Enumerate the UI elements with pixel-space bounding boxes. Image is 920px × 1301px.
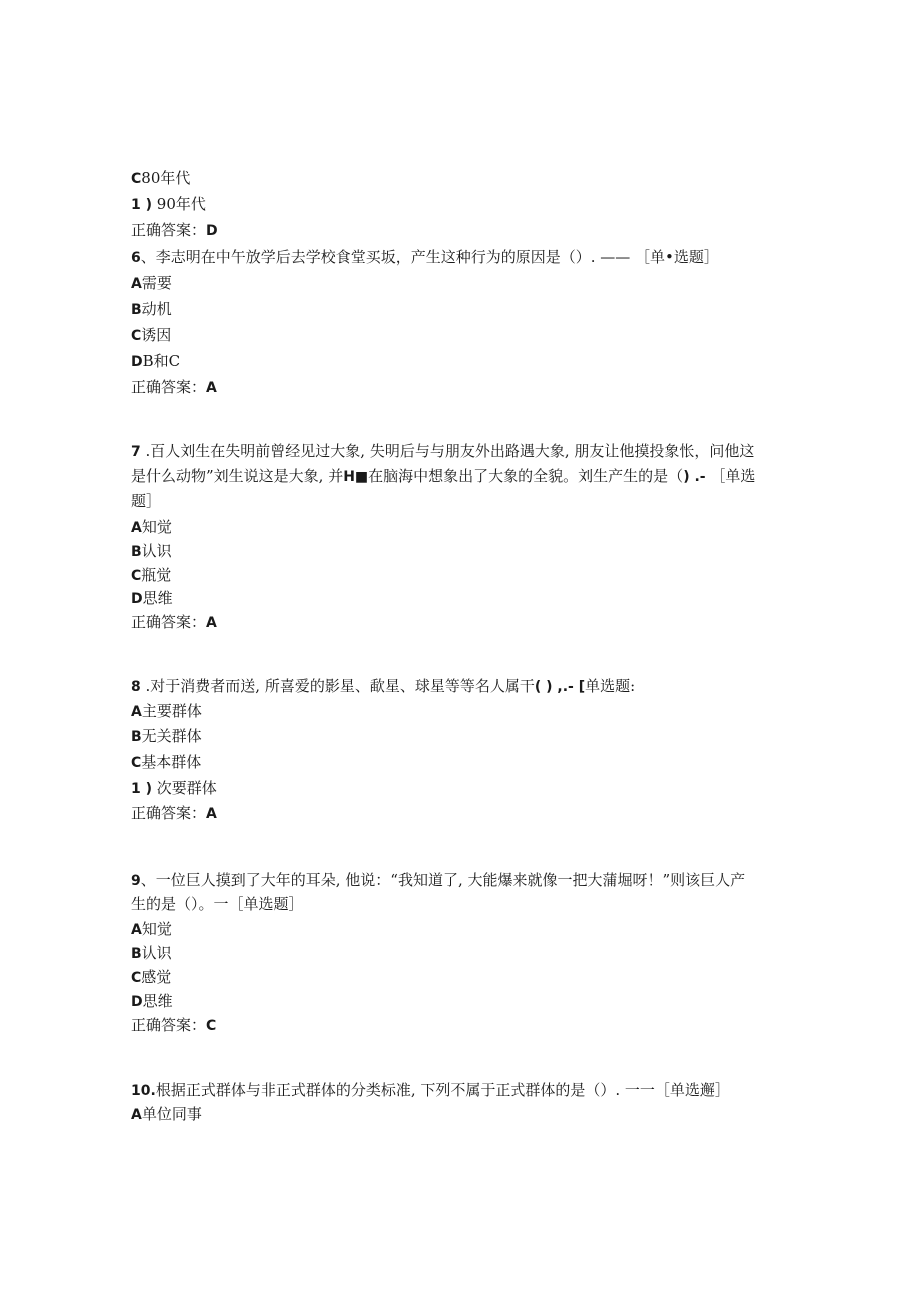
option-key: 1 ) — [131, 781, 153, 797]
option-c — [131, 324, 171, 347]
correct-answer — [131, 1014, 216, 1037]
question-10-text — [131, 1079, 730, 1102]
option-key: A — [131, 520, 142, 536]
question-stem-bold: H■ — [343, 469, 369, 485]
option-b — [131, 725, 202, 748]
option-d — [131, 193, 206, 216]
option-key: A — [131, 922, 142, 938]
option-key: D — [131, 354, 143, 370]
question-stem: 在脑海中想象出了大象的全貌。刘生产生的是（ — [368, 467, 684, 485]
option-d — [131, 350, 180, 373]
option-d — [131, 587, 173, 610]
option-d — [131, 990, 173, 1013]
question-number: 10. — [131, 1083, 156, 1099]
option-text: 次要群体 — [152, 779, 217, 797]
option-text: 知觉 — [141, 518, 172, 536]
option-key: B — [131, 544, 142, 560]
answer-value: A — [206, 806, 217, 822]
option-c — [131, 966, 171, 989]
option-key: D — [131, 591, 143, 607]
option-text: B和C — [142, 352, 181, 370]
question-stem-bold: ) .- — [683, 469, 706, 485]
question-number: 9 — [131, 873, 141, 889]
option-text: 瓶觉 — [141, 566, 172, 584]
question-8-text — [131, 675, 635, 698]
answer-value: D — [206, 223, 218, 239]
option-text: 诱因 — [141, 326, 172, 344]
option-key: C — [131, 171, 142, 187]
question-stem: .百人刘生在失明前曾经见过大象, 失明后与与朋友外出路遇大象, 朋友让他摸投象怅，问他这 — [140, 442, 755, 460]
question-stem: 、一位巨人摸到了大年的耳朵, 他说：“我知道了, 大能爆来就像一把大蒲堀呀！”则该巨人产 — [140, 871, 746, 889]
question-stem: 是什么动物”刘生说这是大象, 并 — [131, 467, 344, 485]
option-key: D — [131, 994, 143, 1010]
option-c — [131, 564, 171, 587]
question-stem: ［单选 — [705, 467, 756, 485]
option-text: 80年代 — [141, 169, 191, 187]
question-stem: 题］ — [131, 492, 162, 510]
question-number: 8 — [131, 679, 141, 695]
question-number: 7 — [131, 444, 141, 460]
option-key: A — [131, 704, 142, 720]
option-b — [131, 540, 172, 563]
option-key: A — [131, 276, 142, 292]
question-stem: 生的是（）。一［单选题］ — [131, 895, 304, 913]
option-key: B — [131, 946, 142, 962]
option-a — [131, 700, 202, 723]
question-7-line-2 — [131, 465, 755, 488]
answer-value: C — [206, 1018, 217, 1034]
correct-answer — [131, 802, 217, 825]
correct-answer — [131, 376, 217, 399]
answer-value: A — [206, 615, 217, 631]
option-key: C — [131, 970, 142, 986]
option-text: 感觉 — [141, 968, 172, 986]
question-7-line-1 — [131, 440, 754, 463]
question-stem-bold: ( ) ,.- [ — [534, 679, 586, 695]
option-a — [131, 516, 172, 539]
option-text: 知觉 — [141, 920, 172, 938]
option-text: 基本群体 — [141, 753, 202, 771]
option-text: 认识 — [141, 944, 172, 962]
answer-label: 正确答案： — [131, 378, 207, 396]
correct-answer — [131, 611, 217, 634]
option-text: 单位同事 — [141, 1105, 202, 1123]
question-7-line-3 — [131, 490, 161, 512]
question-stem: .对于消费者而送, 所喜爱的影星、歃星、球星等等名人属干 — [140, 677, 535, 695]
option-d — [131, 777, 217, 800]
option-a — [131, 272, 172, 295]
option-text: 思维 — [142, 992, 173, 1010]
option-b — [131, 942, 172, 965]
option-a — [131, 1103, 202, 1126]
option-text: 主要群体 — [141, 702, 202, 720]
option-c — [131, 751, 201, 774]
question-stem: 根据正式群体与非正式群体的分类标准, 下列不属于正式群体的是（）. 一一［单选邂］ — [155, 1081, 730, 1099]
option-key: C — [131, 328, 142, 344]
option-key: C — [131, 568, 142, 584]
answer-label: 正确答案： — [131, 613, 207, 631]
correct-answer — [131, 219, 218, 242]
answer-value: A — [206, 380, 217, 396]
option-text: 需要 — [141, 274, 172, 292]
question-9-line-2 — [131, 893, 304, 915]
option-c — [131, 167, 190, 190]
option-text: 动机 — [141, 300, 172, 318]
answer-label: 正确答案： — [131, 804, 207, 822]
answer-label: 正确答案： — [131, 221, 207, 239]
option-text: 无关群体 — [141, 727, 202, 745]
option-key: A — [131, 1107, 142, 1123]
question-9-line-1 — [131, 869, 745, 892]
option-key: 1 ) — [131, 197, 153, 213]
option-key: B — [131, 302, 142, 318]
answer-label: 正确答案： — [131, 1016, 207, 1034]
option-key: B — [131, 729, 142, 745]
question-6-text — [131, 246, 719, 269]
option-text: 90年代 — [152, 195, 206, 213]
question-stem: 、李志明在中午放学后去学校食堂买坂，产生这种行为的原因是（）. —— ［单•选题］ — [140, 248, 719, 266]
option-a — [131, 918, 172, 941]
question-stem: 单选题: — [585, 677, 636, 695]
option-text: 思维 — [142, 589, 173, 607]
question-number: 6 — [131, 250, 141, 266]
option-key: C — [131, 755, 142, 771]
option-text: 认识 — [141, 542, 172, 560]
option-b — [131, 298, 172, 321]
